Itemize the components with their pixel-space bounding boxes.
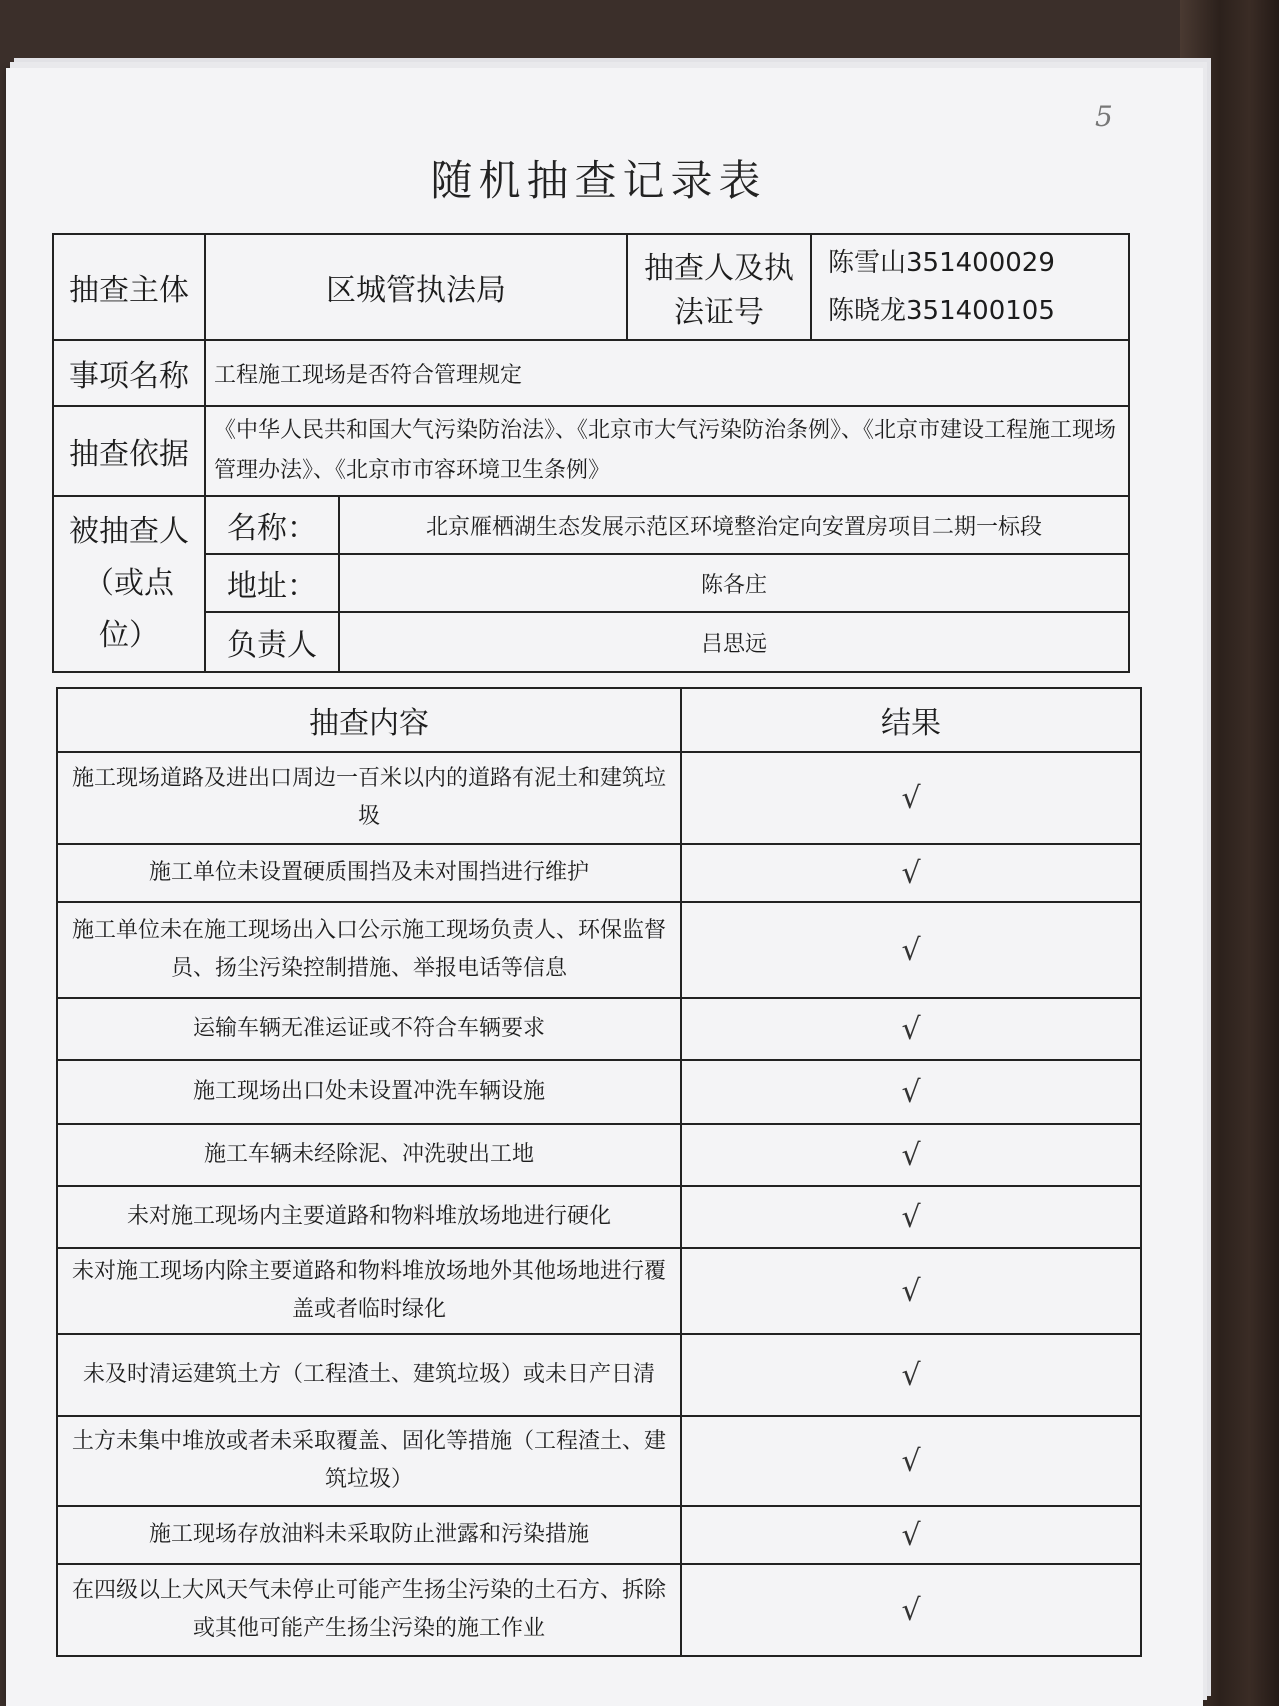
row-content: 运输车辆无准运证或不符合车辆要求 [57, 998, 681, 1060]
row-content: 土方未集中堆放或者未采取覆盖、固化等措施（工程渣土、建筑垃圾） [57, 1416, 681, 1506]
person-value: 吕思远 [339, 612, 1129, 672]
check-mark: √ [681, 998, 1141, 1060]
name-value: 北京雁栖湖生态发展示范区环境整治定向安置房项目二期一标段 [339, 496, 1129, 554]
row-content: 在四级以上大风天气未停止可能产生扬尘污染的土石方、拆除或其他可能产生扬尘污染的施工作业 [57, 1564, 681, 1656]
table-row [57, 1248, 1141, 1334]
content-column-header: 抽查内容 [57, 688, 681, 752]
table-row [57, 998, 1141, 1060]
row-content: 未及时清运建筑土方（工程渣土、建筑垃圾）或未日产日清 [57, 1334, 681, 1416]
row-content: 未对施工现场内主要道路和物料堆放场地进行硬化 [57, 1186, 681, 1248]
check-mark: √ [681, 1186, 1141, 1248]
inspector-1: 陈雪山351400029 [828, 248, 1055, 278]
result-column-header: 结果 [681, 688, 1141, 752]
table-row [57, 1334, 1141, 1416]
subject-label: 抽查主体 [53, 234, 205, 340]
name-label: 名称： [205, 496, 339, 554]
inspector-label: 抽查人及执法证号 [627, 234, 811, 340]
row-content: 施工现场道路及进出口周边一百米以内的道路有泥土和建筑垃圾 [57, 752, 681, 844]
header-table [52, 233, 1130, 673]
table-row [57, 752, 1141, 844]
row-content: 施工车辆未经除泥、冲洗驶出工地 [57, 1124, 681, 1186]
page-number: 5 [1095, 100, 1113, 133]
row-content: 施工单位未在施工现场出入口公示施工现场负责人、环保监督员、扬尘污染控制措施、举报电话等信息 [57, 902, 681, 998]
check-mark: √ [681, 1564, 1141, 1656]
inspected-label: 被抽查人（或点位） [53, 496, 205, 672]
check-mark: √ [681, 1506, 1141, 1564]
row-content: 施工现场存放油料未采取防止泄露和污染措施 [57, 1506, 681, 1564]
row-content: 未对施工现场内除主要道路和物料堆放场地外其他场地进行覆盖或者临时绿化 [57, 1248, 681, 1334]
person-label: 负责人 [205, 612, 339, 672]
form-title: 随机抽查记录表 [430, 156, 767, 205]
table-row [57, 1506, 1141, 1564]
inspection-table [56, 687, 1142, 1657]
table-row [57, 902, 1141, 998]
basis-value: 《中华人民共和国大气污染防治法》、《北京市大气污染防治条例》、《北京市建设工程施工现场管理办法》、《北京市市容环境卫生条例》 [205, 406, 1129, 496]
table-row [57, 1124, 1141, 1186]
inspector-ids [811, 234, 1129, 340]
check-mark: √ [681, 752, 1141, 844]
row-content: 施工单位未设置硬质围挡及未对围挡进行维护 [57, 844, 681, 902]
subject-value: 区城管执法局 [205, 234, 627, 340]
basis-label: 抽查依据 [53, 406, 205, 496]
address-label: 地址： [205, 554, 339, 612]
check-mark: √ [681, 902, 1141, 998]
matter-value: 工程施工现场是否符合管理规定 [205, 340, 1129, 406]
check-mark: √ [681, 1124, 1141, 1186]
table-row [57, 1416, 1141, 1506]
check-mark: √ [681, 1416, 1141, 1506]
table-row [57, 1564, 1141, 1656]
check-mark: √ [681, 844, 1141, 902]
matter-label: 事项名称 [53, 340, 205, 406]
table-row [57, 844, 1141, 902]
table-row [57, 1060, 1141, 1124]
row-content: 施工现场出口处未设置冲洗车辆设施 [57, 1060, 681, 1124]
inspector-2: 陈晓龙351400105 [828, 296, 1055, 326]
check-mark: √ [681, 1334, 1141, 1416]
check-mark: √ [681, 1248, 1141, 1334]
table-row [57, 1186, 1141, 1248]
address-value: 陈各庄 [339, 554, 1129, 612]
check-mark: √ [681, 1060, 1141, 1124]
